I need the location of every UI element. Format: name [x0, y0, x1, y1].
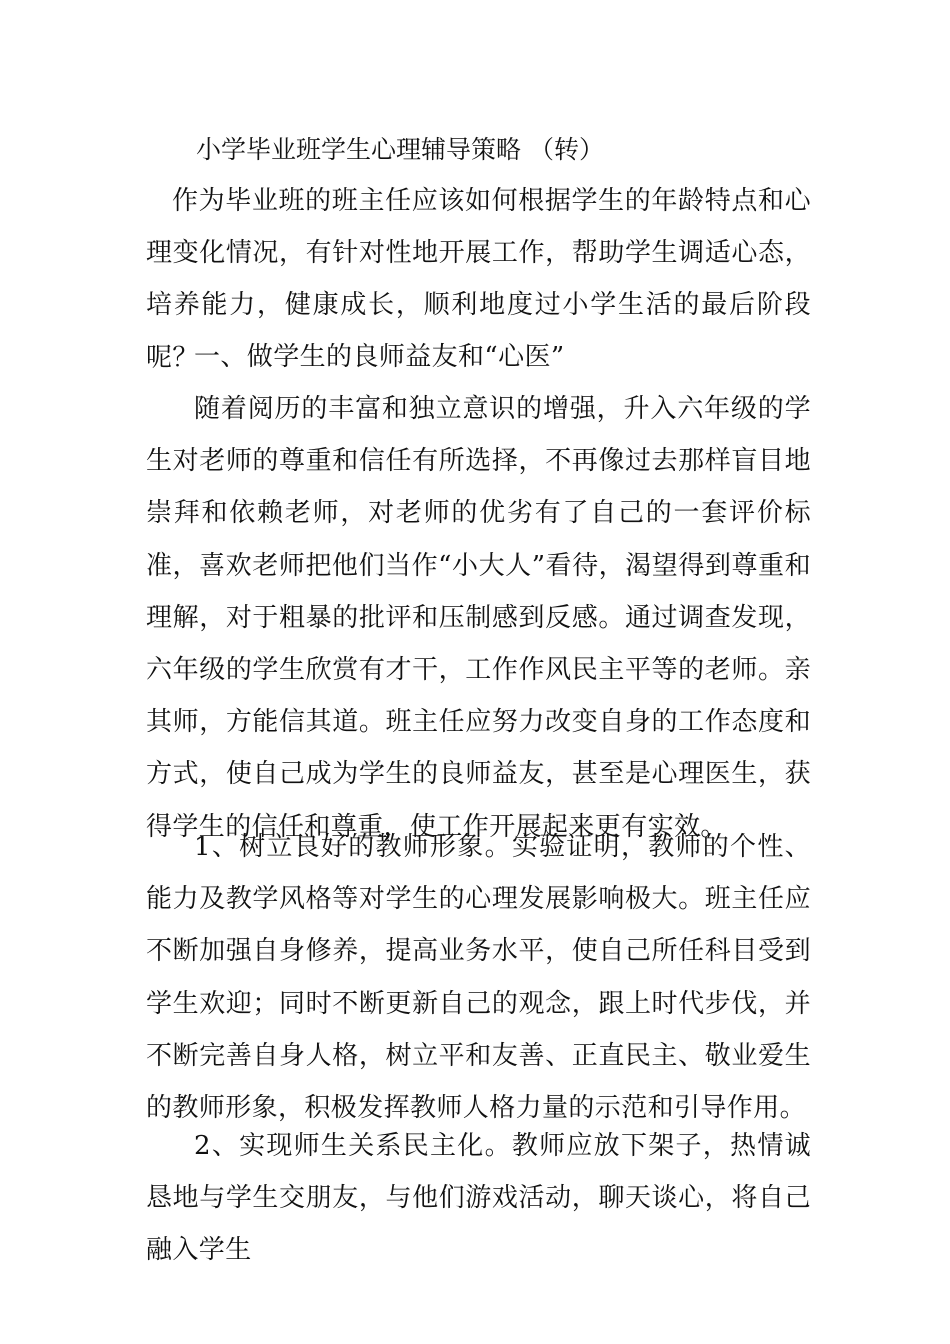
intro-paragraph: 作为毕业班的班主任应该如何根据学生的年龄特点和心理变化情况，有针对性地开展工作，帮助学生调适心态，培养能力，健康成长，顺利地度过小学生活的最后阶段呢？ [146, 186, 811, 373]
list-item-paragraph-1: 1、树立良好的教师形象。实验证明，教师的个性、能力及教学风格等对学生的心理发展影响极大。班主任应不断加强自身修养，提高业务水平，使自己所任科目受到学生欢迎；同时不断更新自己的观念，跟上时代步伐，并不断完善自身人格，树立平和友善、正直民主、敬业爱生的教师形象，积极发挥教师人格力量的示范和引导作用。 [146, 832, 811, 1124]
document-title: 小学毕业班学生心理辅导策略 （转） [196, 135, 604, 164]
list-item-paragraph-2: 2、实现师生关系民主化。教师应放下架子，热情诚恳地与学生交朋友，与他们游戏活动，聊天谈心，将自己融入学生 [146, 1131, 811, 1266]
section-heading: 一、做学生的良师益友和“心医” [194, 342, 565, 372]
body-paragraph: 随着阅历的丰富和独立意识的增强，升入六年级的学生对老师的尊重和信任有所选择，不再像过去那样盲目地崇拜和依赖老师，对老师的优劣有了自己的一套评价标准，喜欢老师把他们当作“小大人”看待，渴望得到尊重和理解，对于粗暴的批评和压制感到反感。通过调查发现，六年级的学生欣赏有才干，工作作风民主平等的老师。亲其师，方能信其道。班主任应努力改变自身的工作态度和方式，使自己成为学生的良师益友，甚至是心理医生，获得学生的信任和尊重，使工作开展起来更有实效。 [146, 394, 811, 842]
